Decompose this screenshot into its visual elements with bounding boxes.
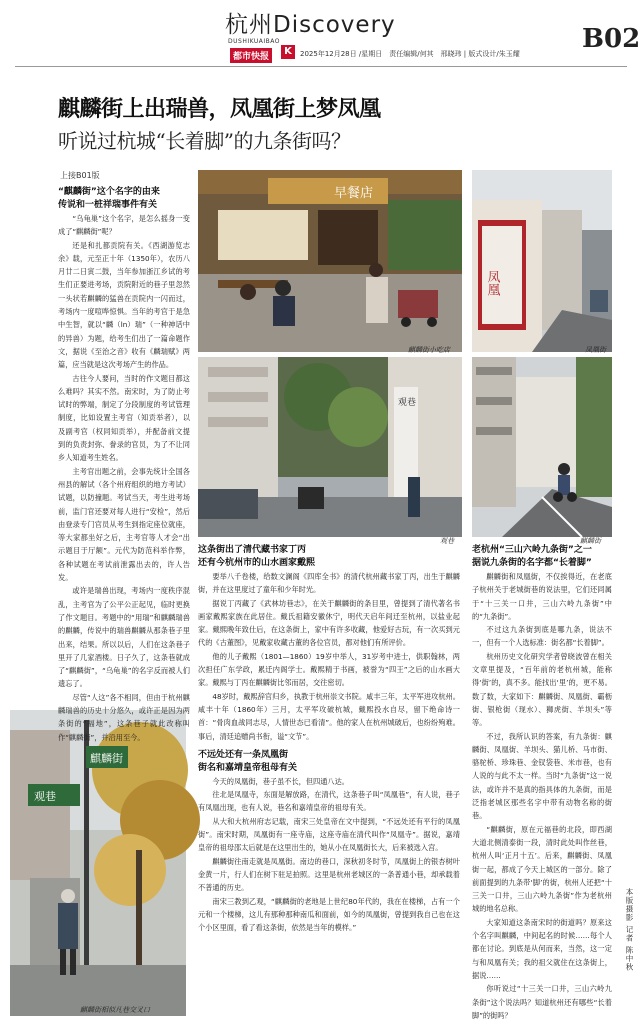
street-sign-guan-lane: 观巷 [34,790,56,803]
snack-shop-image [198,170,462,352]
article-col-1 [58,186,190,742]
main-subheadline: 听说过杭城“长着脚”的九条街吗？ [58,129,351,153]
paragraph: 古往今人要问，当时的作文题目都这么难吗？其实不然。南宋时，为了防止考试时的弊端，制定了分段制度的考试管理制度，比如设置主考官（知贡举者），以及副考官（权同知贡举），并配备前文提到的负责封弥、誊录的官员，为了不让同乡人知道考生姓名。 [58,373,190,463]
photo-qilin-street [472,357,612,537]
intersection-image [10,710,186,1016]
paragraph: 从大和大杭州府志记载，南宋三处皇帝在文中提到，“不远处还有平行的凤凰街”。南宋时期，凤凰街有一座寺庙，这座寺庙在清代叫作“凤凰寺”。据说，嘉靖皇帝的祖母邵太后就是在这里出生的，她从小在凤凰街长大，后来被选入宫。 [198,816,460,853]
article-col-middle [198,544,460,1016]
caption-snack-shop: 麒麟街小吃店 [408,346,450,354]
paragraph: 48岁时，戴熙辞官归乡，执教于杭州崇文书院。咸丰三年，太平军进攻杭州。咸丰十年（1860年）三月，太平军攻破杭城，戴熙投水自尽，留下绝命诗一首：“骨肉血战同志尽，人情世态已看清”。他的家人在杭州城破后，也纷纷殉难。事后，清廷追赠尚书衔，谥“文节”。 [198,691,460,741]
paragraph: 大家知道这条南宋时的街道吗？原来这个名字叫麒麟，中间起名的时候……每个人都在讨论。到底是从何而来，当然，这一定与和凤凰有关；我的祖父就住在这条街上，据说…… [472,917,612,980]
qilin-street-image [472,357,612,537]
section-heading-qilin-origin: “麒麟街”这个名字的由来 [58,187,160,197]
article-col-right [472,544,612,1020]
page-number: B02 [582,24,641,54]
section-heading-dingbing: 这条街出了清代藏书家丁丙 [198,545,307,555]
main-headline: 麒麟街上出瑞兽，凤凰街上梦凤凰 [58,96,381,122]
street-sign-qilin: 麒麟街 [90,752,123,765]
paragraph: 麒麟街和凤凰街，不仅挨得近，在老底子杭州关于老城街巷的说法里，它们还同属于“十三关一口井，三山六岭九条街”中的“九条街”。 [472,572,612,621]
section-title: 杭州Discovery [225,12,396,38]
brand-pinyin: DUSHIKUAIBAO [228,38,280,45]
paragraph: “乌龟巢”这个名字，是怎么摇身一变成了“麒麟街”呢？ [58,214,190,237]
paragraph: 往北是凤凰寺，东面是解放路，在清代，这条巷子叫“凤凰巷”，有人说，巷子有凤凰出现，也有人说，巷名和嘉靖皇帝的祖母有关。 [198,790,460,813]
section-heading-fenghuang: 不远处还有一条凤凰街 [198,749,289,760]
paragraph: 麒麟街往南走就是凤凰街。南边的巷口，深秋初冬时节，凤凰街上的银杏树叶金黄一片，行人们在树下驻足拍照。这里是杭州老城区的一条普通小巷，却承载着不普通的历史。 [198,856,460,893]
issue-meta: 2025年12月28日 /星期日 责任编辑/何其 邢晓玮 | 版式设计/朱玉耀 [300,50,520,58]
section-subheading-daixi: 还有今杭州市的山水画家戴熙 [198,558,316,568]
continued-from: 上接B01版 [60,171,100,180]
guan-lane-stone-marker: 观巷 [398,398,417,408]
masthead [0,0,642,64]
paragraph: 他的儿子戴熙（1801—1860）19岁中举人，31岁考中进士，供职翰林，两次担任广东学政，累迁内阁学士。戴熙精于书画，被誉为“四王”之后的山水画大家。戴熙与丁丙在麒麟街比邻而居，交往密切。 [198,651,460,688]
paragraph: 不过，我所认识的答案，有九条街：麒麟街、凤凰街、羊坝头、猫儿桥、马市街、骆驼桥、珍珠巷、金钗袋巷、米市巷，也有人说的与此不太一样。当时“九条街”这一说法，或许并不是真的指具体的九条街，而是泛指老城区那些名字中带有动物名称的街巷。 [472,731,612,821]
paragraph: 杭州历史文化研究学者曾晓波曾在相关文章里提及，“百年前的老杭州城，能称得‘街’的，真不多。能找出‘里’的，更不易。数了数，大家如下：麒麟街、凤凰街、霸枥街、银枪街（现水）、狮虎街、羊坝头”等等。 [472,651,612,728]
paragraph: “麒麟街，原在元福巷的北段，即西湖大道北侧清泰街一段，清时此处叫作丝巷，杭州人叫‘正月十五’。后来，麒麟街、凤凰街一起，都成了今天上城区的一部分。除了前面提到的九条带‘脚’的街，杭州人还把“十三关一口井，三山六岭九条街”作为老杭州城的地名总称。 [472,824,612,914]
paragraph: 还是和扎都贡院有关。《西湖游览志余》载，元至正十年（1350年），农历八月廿二日寅二鼓，当年参加浙江乡试的考生们正要进考场，贡院附近的巷子里忽然一头状若麒麟的猛兽在贡院内一闪而过，考场内一度喧哗惊惧。当年的考官于是急中生智，就以“麟（ln）瑞”（一种神话中的异兽）为题，给考生们出了一篇命题作文，据说《至治之音》收有《麟瑞赋》两篇，应当就是这次考场产生的作品。 [58,240,190,370]
caption-guan-lane: 观巷 [440,537,454,545]
snack-shop-sign: 早餐店 [334,186,374,201]
caption-intersection: 麒麟街相似凡巷交叉口 [80,1006,150,1014]
paragraph: 据说丁丙藏了《武林坊巷志》，在关于麒麟街的条目里，曾提到了清代著名书画家戴熙家族在此居住。戴氏祖籍安徽休宁，明代天启年间迁至杭州，以盐业起家。戴熙晚年致仕后，在这条街上，家中有许多收藏，他爱好古玩，有一次买到元代的《古董图》，见戴家收藏古董的各位官员，都对他们有所评价。 [198,598,460,648]
caption-qilin-street: 麒麟街 [580,537,601,545]
brand-name: 都市快报 [230,48,272,63]
fenghuang-wall-sign: 凤凰 [484,270,500,296]
paragraph: 你听说过“十三关一口井，三山六岭九条街”这个说法吗？知道杭州还有哪些“长着脚”的街吗？ [472,984,612,1020]
brand-logo-icon: K [281,45,295,59]
guan-lane-image [198,357,462,537]
header-divider [15,66,627,67]
paragraph: 尽管“人这”各不相同，但由于杭州麒麟瑞兽的历史十分悠久，或许正是因为两条街的“福地”，这条巷子就此改称叫作“麒麟街”，并沿用至今。 [58,692,190,742]
section-heading-nine-streets: 老杭州“三山六岭九条街”之一 [472,545,592,555]
paragraph: 不过这九条街到底是哪九条，说法不一，但有一个人选标准：街名都“长着脚”。 [472,625,612,648]
paragraph: 或许是瑞兽出现，考场内一度秩序混乱，主考官为了公平公正起见，临时更换了作文题目。考题中的“用瑞”和麒麟瑞兽的麒麟，传说中的瑞兽麒麟从那条巷子里出来，结果。所以以后，人们在这条巷子里开了几家酒楼。日子久了，这条巷就成了“麒麟街”，“乌龟巢”的名字反而被人们遗忘了。 [58,586,190,689]
section-subheading-nine-streets: 据说九条街的名字都“长着脚” [472,558,592,568]
photo-guan-lane [198,357,462,537]
photo-snack-shop [198,170,462,352]
paragraph: 南宋三教到乙观，“麒麟街的老地是上世纪80年代的，我在在楼梯，占有一个元和一个楼梯，这儿有那种那种南瓜和面前，如今的凤凰街，曾提到我自己也在这个小区里面，看了看这条街，依然是当年的模样。” [198,896,460,933]
section-subheading-fenghuang: 街名和嘉靖皇帝租母有关 [198,762,298,773]
paragraph: 要举八千卷楼，给数文澜阁《四库全书》的清代杭州藏书家丁丙，出生于麒麟街，并在这里度过了童年和少年时光。 [198,572,460,595]
photo-fenghuang-street [472,170,612,352]
paragraph: 今天的凤凰街，巷子虽不长，但四通八达。 [212,776,349,786]
section-subheading-qilin-origin: 传说和一桩祥瑞事件有关 [58,200,158,210]
paragraph: 主考官出题之前，会事先统计全国各州县的解试（各个州府组织的地方考试）试题，以防撞题。考试当天，考生进考场前，监门官还要对每人进行“安检”，然后由登录专门官员从考生到指定座位就座，等大家都坐好之后，主考官等人才会“出示题目于厅额”。元代为防范科举作弊，各种试题在考试前泄露出去的，许人告发。 [58,466,190,583]
photo-intersection [10,710,186,1016]
caption-fenghuang-street: 凤凰街 [585,346,606,354]
fenghuang-street-image [472,170,612,352]
photo-credit: 本版摄影 记者 陈中秋 [625,888,634,972]
